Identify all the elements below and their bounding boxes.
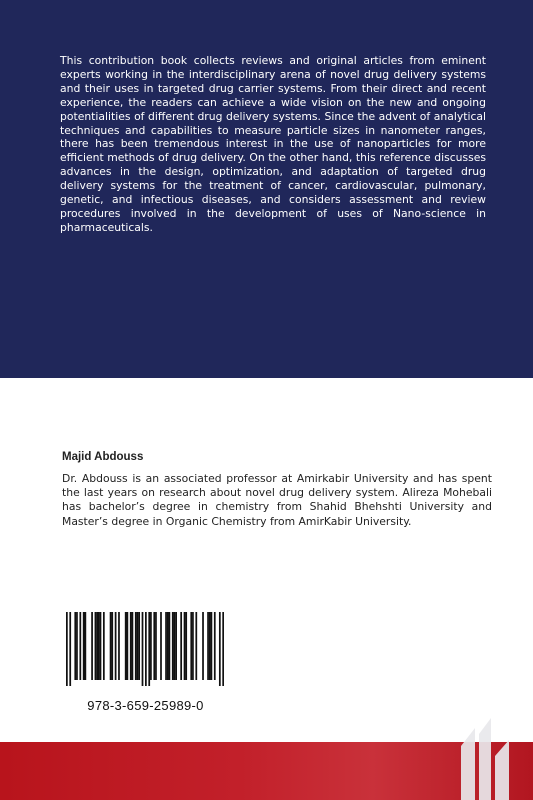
barcode-bar [214, 612, 216, 680]
publisher-logo-icon [455, 716, 515, 800]
blurb-panel [0, 0, 533, 378]
barcode-bar [190, 612, 192, 680]
barcode-bar [137, 612, 139, 680]
author-name: Majid Abdouss [62, 451, 144, 463]
barcode-bar [130, 612, 132, 680]
barcode-bar [69, 612, 71, 686]
barcode-icon [66, 612, 224, 686]
barcode-bar [180, 612, 182, 680]
barcode-bar [209, 612, 211, 680]
barcode-bar [153, 612, 155, 680]
barcode-bar [167, 612, 169, 680]
barcode-bar [127, 612, 129, 680]
isbn-number: 978-3-659-25989-0 [87, 698, 204, 713]
barcode-bar [110, 612, 112, 680]
barcode-bar [132, 612, 134, 680]
barcode-bar [115, 612, 117, 680]
barcode-bar [222, 612, 224, 686]
barcode-bar [103, 612, 105, 680]
barcode-bar [74, 612, 76, 680]
barcode-bar [76, 612, 78, 680]
barcode-bar [169, 612, 171, 680]
barcode [62, 612, 229, 713]
barcode-bar [118, 612, 120, 680]
author-bio: Dr. Abdouss is an associated professor at Amirkabir University and has spent the last years on research about novel drug delivery system. Alireza Mohebali has bachelor’s degree in chemistry from Shahid Bhehshti University and Master’s degree in Organic Chemistry from AmirKabir University. [62, 472, 492, 528]
barcode-bar [165, 612, 167, 680]
barcode-bar [96, 612, 98, 680]
barcode-bar [150, 612, 152, 680]
barcode-bar [79, 612, 81, 680]
barcode-bar [195, 612, 197, 680]
barcode-bar [192, 612, 194, 680]
barcode-bar [202, 612, 204, 680]
barcode-bar [184, 612, 186, 680]
barcode-bar [95, 612, 97, 680]
barcode-bar [174, 612, 176, 680]
barcode-bar [185, 612, 187, 680]
barcode-bar [98, 612, 100, 680]
bottom-color-band [0, 742, 533, 800]
barcode-bar [211, 612, 213, 680]
barcode-bar [207, 612, 209, 680]
barcode-bar [172, 612, 174, 680]
barcode-bar [175, 612, 177, 680]
barcode-bar [125, 612, 127, 680]
barcode-bar [142, 612, 144, 686]
book-blurb: This contribution book collects reviews and original articles from eminent experts working in the interdisciplinary arena of novel drug delivery systems and their uses in targeted drug carrier systems. From their direct and recent experience, the readers can achieve a wide vision on the new and ongoing potentialities of different drug delivery systems. Since the advent of analytical techniques and capabilities to measure particle sizes in nanometer ranges, there has been tremendous interest in the use of nanoparticles for more efficient methods of drug delivery. On the other hand, this reference discusses advances in the design, optimization, and adaptation of targeted drug delivery systems for the treatment of cancer, cardiovascular, pulmonary, genetic, and infectious diseases, and considers assessment and review procedures involved in the development of uses of Nano-science in pharmaceuticals. [60, 54, 486, 234]
barcode-bar [145, 612, 147, 686]
barcode-bar [84, 612, 86, 680]
barcode-bar [66, 612, 68, 686]
barcode-bar [155, 612, 157, 680]
barcode-bar [148, 612, 150, 686]
barcode-bar [219, 612, 221, 686]
barcode-bar [138, 612, 140, 680]
barcode-bar [100, 612, 102, 680]
barcode-bar [135, 612, 137, 680]
barcode-bar [91, 612, 93, 680]
barcode-bar [111, 612, 113, 680]
barcode-bar [83, 612, 85, 680]
barcode-bar [160, 612, 162, 680]
